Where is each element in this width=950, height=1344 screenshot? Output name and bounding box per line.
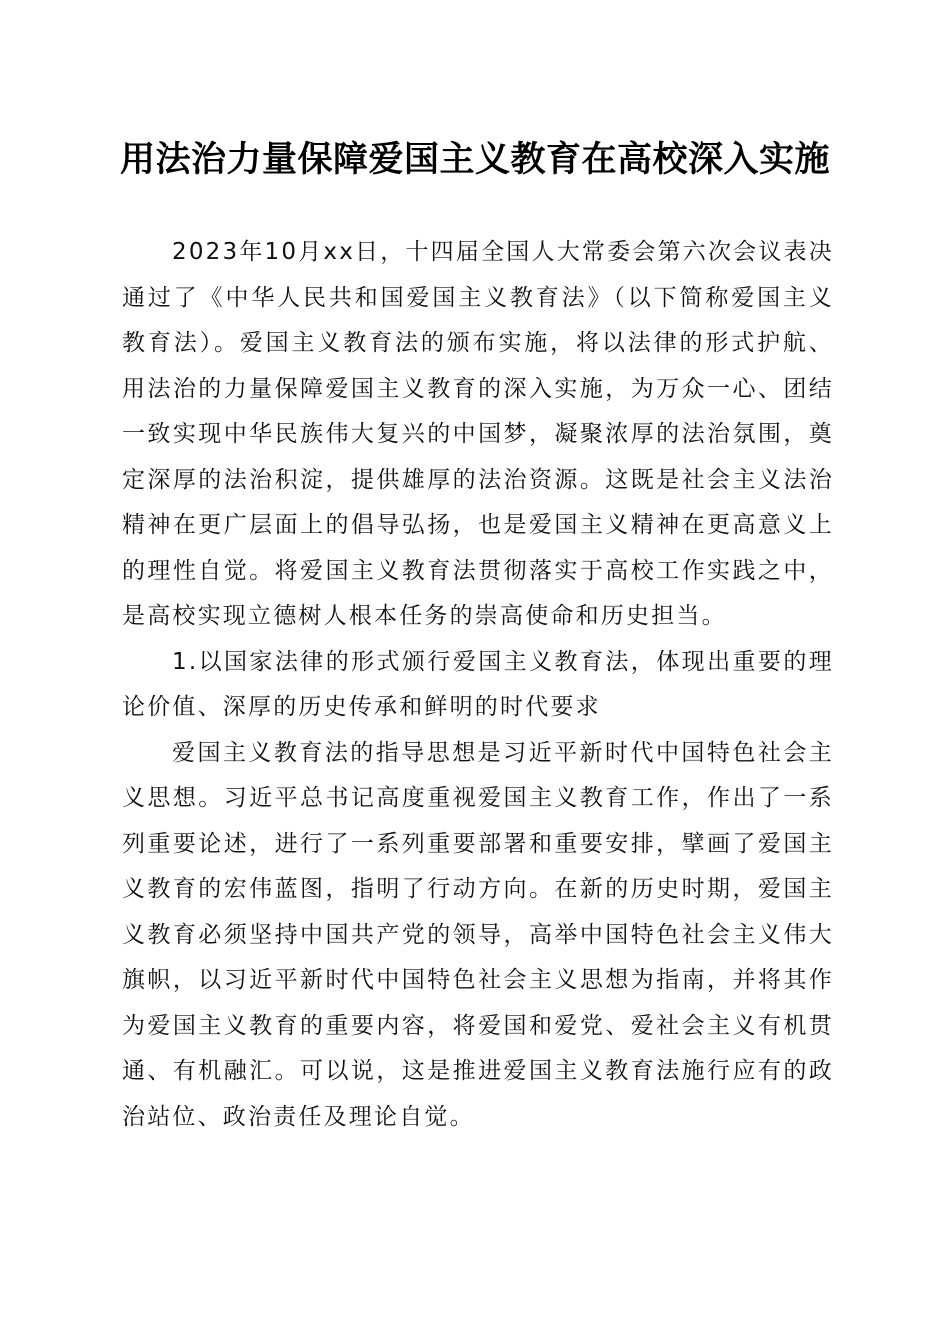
section-heading-1: 1.以国家法律的形式颁行爱国主义教育法，体现出重要的理论价值、深厚的历史传承和鲜明的时代要求 [122,648,834,720]
paragraph-guiding-ideology: 爱国主义教育法的指导思想是习近平新时代中国特色社会主义思想。习近平总书记高度重视爱国主义教育工作，作出了一系列重要论述，进行了一系列重要部署和重要安排，擘画了爱国主义教育的宏伟蓝图，指明了行动方向。在新的历史时期，爱国主义教育必须坚持中国共产党的领导，高举中国特色社会主义伟大旗帜，以习近平新时代中国特色社会主义思想为指南，并将其作为爱国主义教育的重要内容，将爱国和爱党、爱社会主义有机贯通、有机融汇。可以说，这是推进爱国主义教育法施行应有的政治站位、政治责任及理论自觉。 [122,739,834,1130]
document-title: 用法治力量保障爱国主义教育在高校深入实施 [119,139,830,180]
paragraph-intro: 2023年10月xx日，十四届全国人大常委会第六次会议表决通过了《中华人民共和国爱国主义教育法》（以下简称爱国主义教育法）。爱国主义教育法的颁布实施，将以法律的形式护航、用法治的力量保障爱国主义教育的深入实施，为万众一心、团结一致实现中华民族伟大复兴的中国梦，凝聚浓厚的法治氛围，奠定深厚的法治积淀，提供雄厚的法治资源。这既是社会主义法治精神在更广层面上的倡导弘扬，也是爱国主义精神在更高意义上的理性自觉。将爱国主义教育法贯彻落实于高校工作实践之中，是高校实现立德树人根本任务的崇高使命和历史担当。 [122,239,834,629]
document-body [122,230,834,1140]
